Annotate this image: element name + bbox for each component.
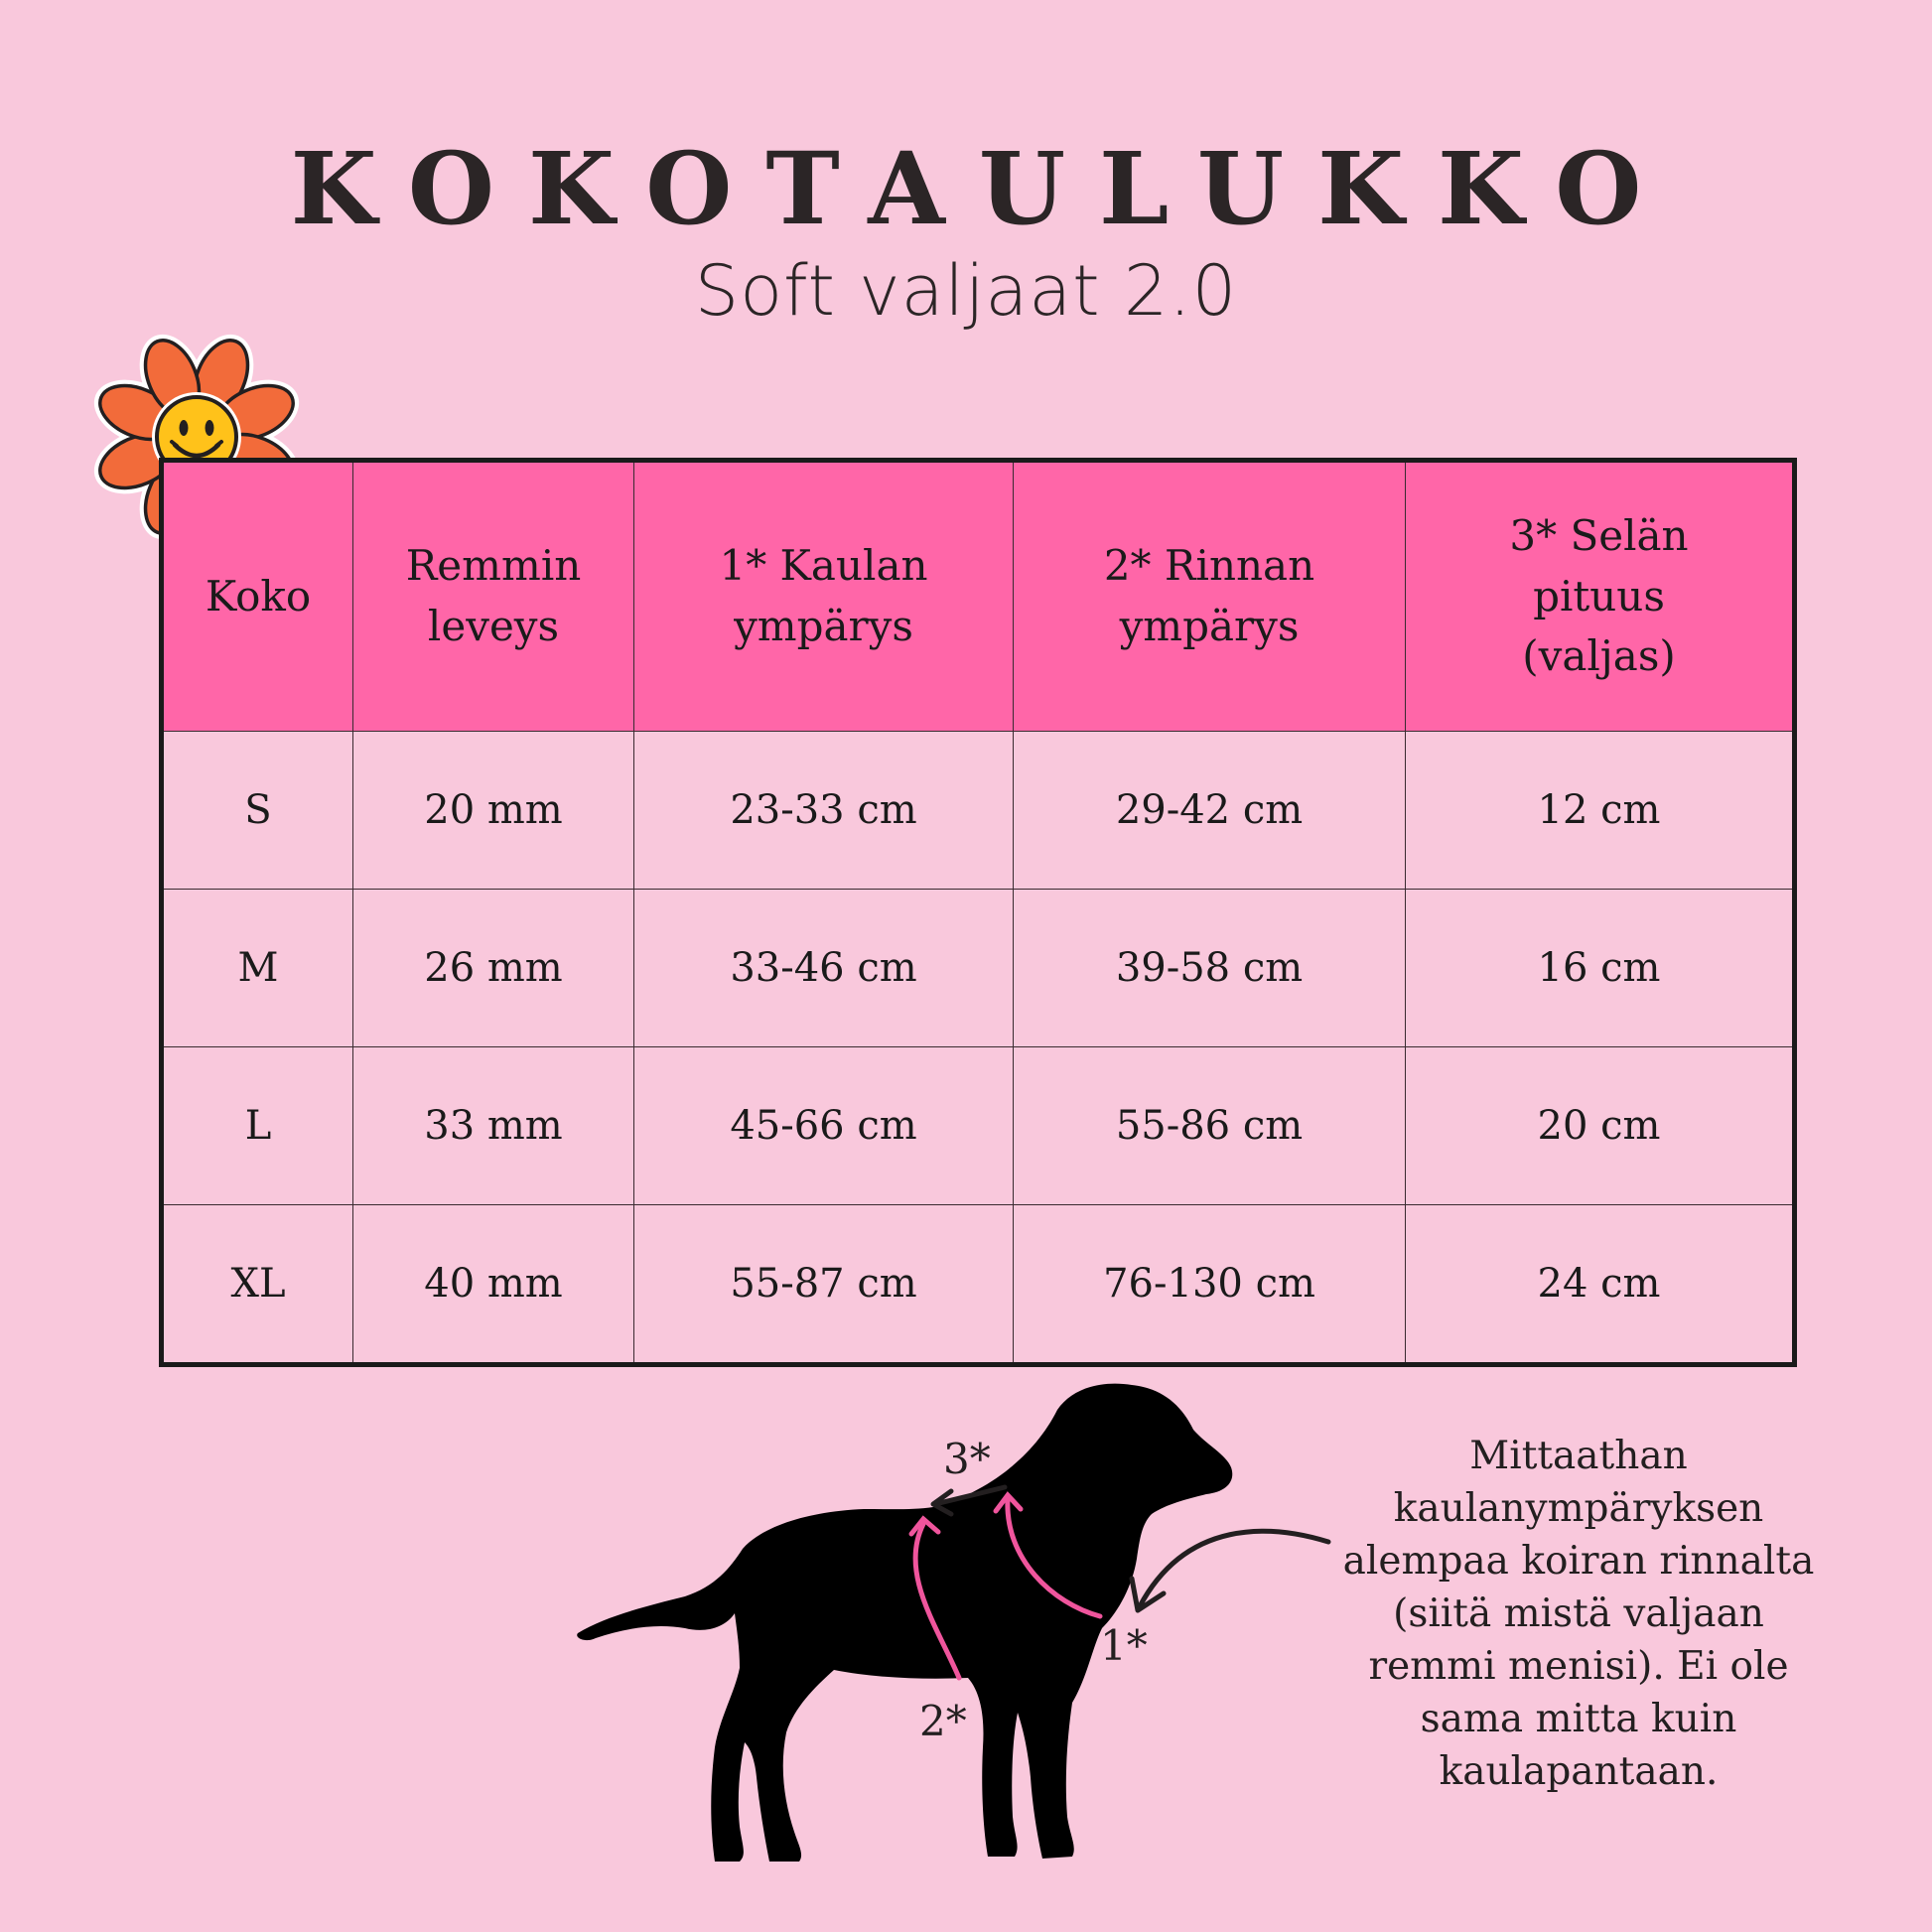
table-row	[162, 1047, 1795, 1205]
column-header-strap-width	[353, 461, 634, 732]
header-line: 2* Rinnan	[1103, 541, 1315, 591]
cell-back: 16 cm	[1406, 890, 1795, 1047]
cell-neck: 55-87 cm	[634, 1205, 1014, 1365]
label-2-chest: 2*	[919, 1697, 967, 1745]
note-line: Mittaathan	[1469, 1434, 1688, 1478]
cell-size: S	[162, 732, 353, 890]
column-header-size	[162, 461, 353, 732]
column-header-neck	[634, 461, 1014, 732]
label-1-neck: 1*	[1100, 1621, 1148, 1670]
cell-chest: 39-58 cm	[1014, 890, 1406, 1047]
cell-chest: 76-130 cm	[1014, 1205, 1406, 1365]
cell-strap-width: 20 mm	[353, 732, 634, 890]
header-line: Koko	[205, 571, 312, 621]
cell-neck: 45-66 cm	[634, 1047, 1014, 1205]
cell-strap-width: 26 mm	[353, 890, 634, 1047]
note-line: sama mitta kuin	[1420, 1697, 1737, 1741]
header-line: ympärys	[734, 602, 913, 650]
cell-size: M	[162, 890, 353, 1047]
table-row	[162, 732, 1795, 890]
header-line: 1* Kaulan	[719, 541, 928, 591]
page-subtitle: Soft valjaat 2.0	[694, 250, 1238, 332]
header-line: 3* Selän	[1509, 510, 1689, 560]
page-title: KOKOTAULUKKO	[290, 130, 1676, 247]
cell-back: 20 cm	[1406, 1047, 1795, 1205]
note-line: kaulapantaan.	[1439, 1749, 1719, 1794]
neck-pointer-arrow	[1140, 1531, 1328, 1606]
note-line: (siitä mistä valjaan	[1393, 1591, 1764, 1636]
cell-chest: 29-42 cm	[1014, 732, 1406, 890]
note-line: alempaa koiran rinnalta	[1342, 1539, 1815, 1584]
cell-neck: 33-46 cm	[634, 890, 1014, 1047]
size-table	[159, 458, 1797, 1367]
dog-measurement-diagram	[566, 1380, 1380, 1916]
cell-size: XL	[162, 1205, 353, 1365]
cell-chest: 55-86 cm	[1014, 1047, 1406, 1205]
header-line: leveys	[427, 602, 560, 650]
column-header-back	[1406, 461, 1795, 732]
measuring-note	[1320, 1430, 1837, 1798]
cell-back: 12 cm	[1406, 732, 1795, 890]
cell-strap-width: 33 mm	[353, 1047, 634, 1205]
table-header-row	[162, 461, 1795, 732]
note-line: kaulanympäryksen	[1393, 1486, 1764, 1531]
header-line: Remmin	[405, 541, 582, 591]
note-line: remmi menisi). Ei ole	[1368, 1644, 1789, 1689]
header-line: (valjas)	[1522, 631, 1676, 681]
cell-back: 24 cm	[1406, 1205, 1795, 1365]
header-line: pituus	[1533, 571, 1665, 621]
cell-size: L	[162, 1047, 353, 1205]
table-row	[162, 890, 1795, 1047]
cell-strap-width: 40 mm	[353, 1205, 634, 1365]
table-row	[162, 1205, 1795, 1365]
label-3-back: 3*	[943, 1435, 991, 1483]
cell-neck: 23-33 cm	[634, 732, 1014, 890]
header-line: ympärys	[1119, 602, 1300, 650]
column-header-chest	[1014, 461, 1406, 732]
